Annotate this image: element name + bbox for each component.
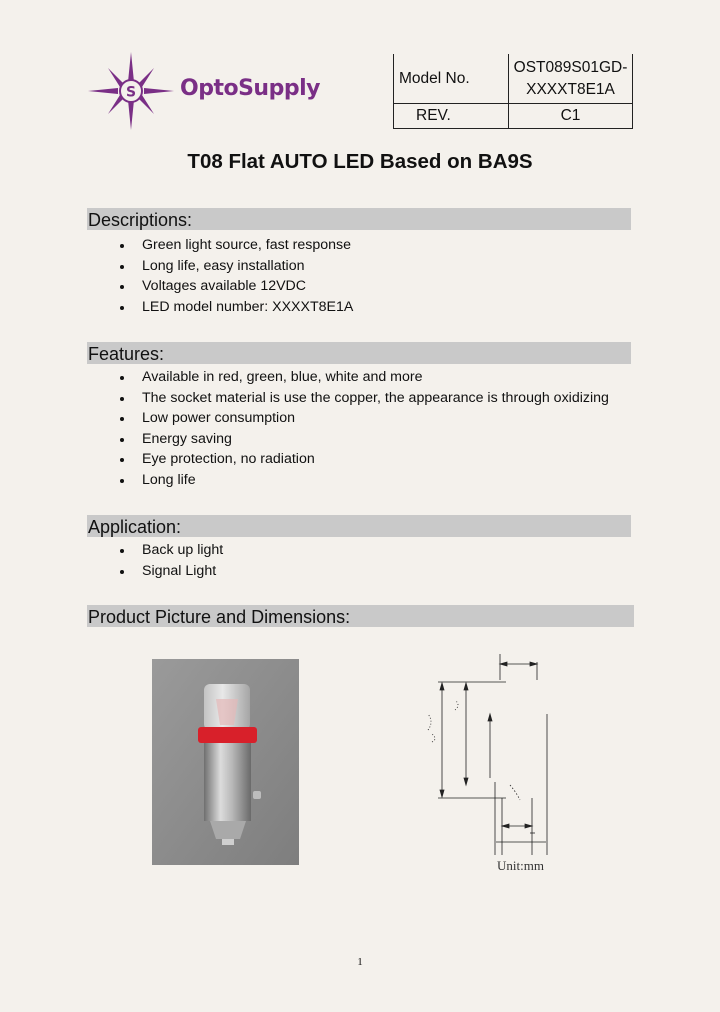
page-number: 1 — [357, 956, 363, 968]
model-label: Model No. — [394, 54, 509, 104]
list-item: Low power consumption — [115, 408, 609, 429]
list-item: LED model number: XXXXT8E1A — [115, 297, 353, 318]
rev-label: REV. — [394, 104, 509, 129]
list-item: Green light source, fast response — [115, 235, 353, 256]
unit-label: Unit:mm — [497, 858, 544, 873]
rev-value: C1 — [509, 104, 633, 129]
logo-text: OptoSupply — [180, 76, 320, 101]
logo-emblem-letter: S — [125, 84, 137, 101]
section-heading-descriptions: Descriptions: — [87, 208, 631, 230]
list-item: The socket material is use the copper, the appearance is through oxidizing — [115, 388, 609, 409]
led-bulb-image — [152, 659, 299, 865]
descriptions-list — [115, 235, 353, 317]
list-item: Long life, easy installation — [115, 256, 353, 277]
product-photo — [152, 659, 299, 865]
application-list — [115, 540, 223, 581]
list-item: Available in red, green, blue, white and more — [115, 367, 609, 388]
model-value-line1: OST089S01GD- — [513, 58, 628, 76]
model-info-table — [393, 54, 633, 129]
list-item: Signal Light — [115, 561, 223, 582]
dimension-drawing — [420, 650, 570, 855]
section-heading-application: Application: — [87, 515, 631, 537]
features-list — [115, 367, 609, 490]
list-item: Eye protection, no radiation — [115, 449, 609, 470]
model-value-line2: XXXXT8E1A — [526, 80, 615, 98]
section-heading-product: Product Picture and Dimensions: — [87, 605, 634, 627]
model-value — [509, 54, 633, 104]
dimension-diagram — [420, 650, 570, 855]
list-item: Long life — [115, 470, 609, 491]
list-item: Energy saving — [115, 429, 609, 450]
section-heading-features: Features: — [87, 342, 631, 364]
list-item: Back up light — [115, 540, 223, 561]
starburst-logo-icon — [88, 52, 178, 130]
list-item: Voltages available 12VDC — [115, 276, 353, 297]
document-title: T08 Flat AUTO LED Based on BA9S — [187, 150, 533, 173]
company-logo — [88, 52, 338, 130]
